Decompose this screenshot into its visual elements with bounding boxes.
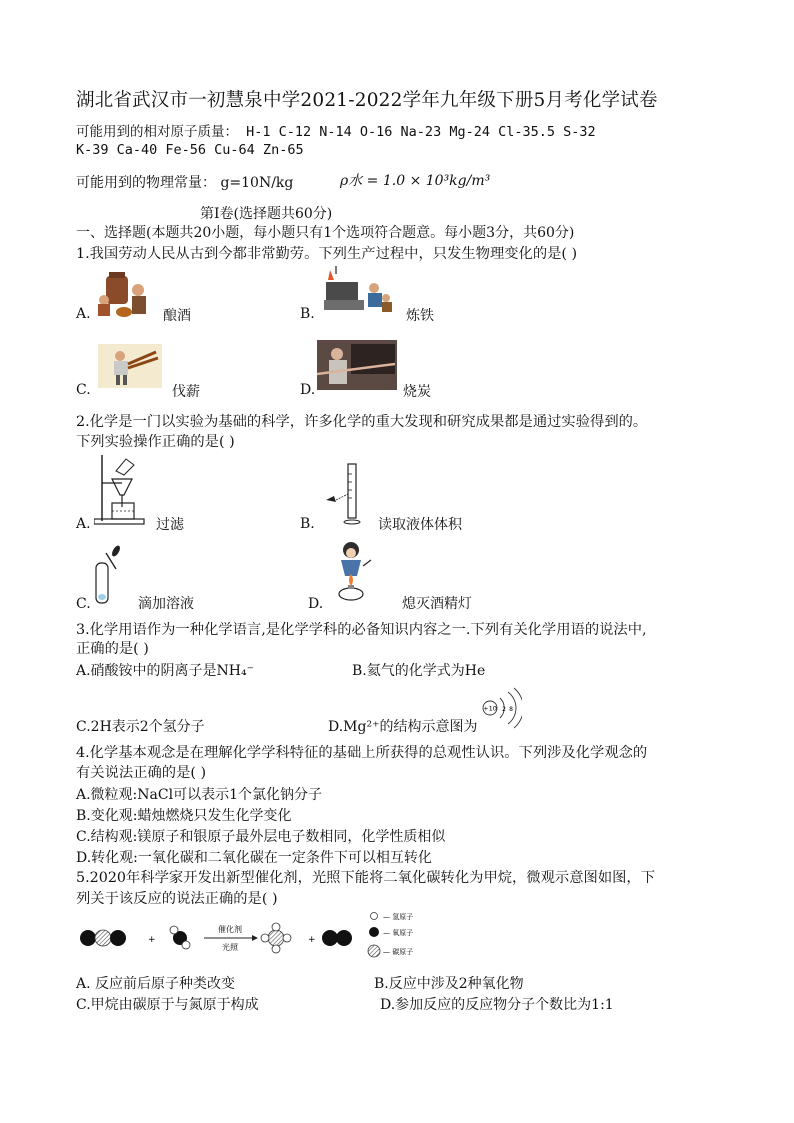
q2-option-c-text: 滴加溶液 <box>138 596 194 612</box>
atom-legend <box>368 912 413 957</box>
ion-nucleus-label: +10 <box>483 704 497 713</box>
q5-option-b: B.反应中涉及2种氧化物 <box>374 976 524 992</box>
q2-option-a-text: 过滤 <box>156 517 184 533</box>
q2-option-d-text: 熄灭酒精灯 <box>402 596 472 612</box>
q3-option-d: D.Mg²⁺的结构示意图为 <box>328 719 478 735</box>
q1-a-brewing-illustration <box>96 270 158 318</box>
ion-shell-2-label: 8 <box>509 706 513 713</box>
q1-option-a-text: 酿酒 <box>163 308 191 324</box>
q4-option-c: C.结构观:镁原子和银原子最外层电子数相同，化学性质相似 <box>76 829 446 845</box>
q3-mg-ion-structure-diagram <box>480 686 522 730</box>
catalyst-label: 催化剂 <box>218 925 242 934</box>
q1-option-c-letter: C. <box>76 382 91 398</box>
q3-option-b: B.氦气的化学式为He <box>352 663 486 679</box>
q2-option-d-letter: D. <box>308 596 324 612</box>
q4-stem-line-1: 4.化学基本观念是在理解化学学科特征的基础上所获得的总观性认识。下列涉及化学观念的 <box>76 745 648 761</box>
q1-d-charcoal-burning-illustration <box>317 340 397 390</box>
q4-option-b: B.变化观:蜡烛燃烧只发生化学变化 <box>76 808 292 824</box>
q1-option-a-letter: A. <box>76 306 91 322</box>
q1-option-c-text: 伐薪 <box>172 384 200 400</box>
ch4-molecule <box>261 923 291 953</box>
q4-option-d: D.转化观:一氧化碳和二氧化碳在一定条件下可以相互转化 <box>76 850 432 866</box>
q2-c-dropper-illustration <box>94 545 124 607</box>
q1-option-d-letter: D. <box>300 382 316 398</box>
q1-stem: 1.我国劳动人民从古到今都非常勤劳。下列生产过程中，只发生物理变化的是( ) <box>76 246 578 262</box>
q5-option-a: A. 反应前后原子种类改变 <box>76 976 236 992</box>
legend-oxygen: — 氧原子 <box>383 929 414 937</box>
co2-molecule <box>80 930 126 946</box>
q1-option-b-letter: B. <box>300 306 315 322</box>
plus-sign-1: + <box>148 935 156 945</box>
q2-option-c-letter: C. <box>76 596 91 612</box>
physics-constants-label: 可能用到的物理常量： g=10N/kg <box>76 175 294 191</box>
q3-stem-line-2: 正确的是( ) <box>76 641 149 657</box>
q2-a-filtration-illustration <box>94 453 146 525</box>
q2-option-a-letter: A. <box>76 516 91 532</box>
q3-option-a: A.硝酸铵中的阴离子是NH₄⁻ <box>76 663 255 679</box>
q2-option-b-text: 读取液体体积 <box>378 517 462 533</box>
q4-option-a: A.微粒观:NaCl可以表示1个氯化钠分子 <box>76 787 322 803</box>
section-title: 第Ⅰ卷(选择题共60分) <box>200 206 333 222</box>
o2-molecule <box>322 930 352 946</box>
q2-d-alcohol-lamp-illustration <box>327 540 381 602</box>
ion-shell-1-label: 2 <box>502 706 506 713</box>
legend-hydrogen: — 氢原子 <box>383 913 414 921</box>
h2o-molecule <box>170 926 190 949</box>
light-label: 光照 <box>222 943 238 952</box>
plus-sign-2: + <box>308 935 316 945</box>
q2-stem-line-2: 下列实验操作正确的是( ) <box>76 434 235 450</box>
q4-stem-line-2: 有关说法正确的是( ) <box>76 765 207 781</box>
q1-c-woodcutting-illustration <box>98 344 162 388</box>
q3-option-c: C.2H表示2个氢分子 <box>76 719 205 735</box>
q5-option-d: D.参加反应的反应物分子个数比为1:1 <box>380 997 614 1013</box>
q1-option-d-text: 烧炭 <box>403 384 431 400</box>
q5-stem-line-2: 列关于该反应的说法正确的是( ) <box>76 891 278 907</box>
q3-stem-line-1: 3.化学用语作为一种化学语言,是化学学科的必备知识内容之一.下列有关化学用语的说法中, <box>76 622 647 638</box>
water-density-formula: ρ水 = 1.0 × 10³kg/m³ <box>340 173 491 189</box>
atomic-mass-line-2: K-39 Ca-40 Fe-56 Cu-64 Zn-65 <box>76 142 304 158</box>
q2-option-b-letter: B. <box>300 516 315 532</box>
q1-option-b-text: 炼铁 <box>406 308 434 324</box>
q5-stem-line-1: 5.2020年科学家开发出新型催化剂，光照下能将二氧化碳转化为甲烷，微观示意图如图，下 <box>76 870 656 886</box>
q2-b-read-volume-illustration <box>322 462 368 526</box>
legend-carbon: — 碳原子 <box>383 948 414 956</box>
q5-option-c: C.甲烷由碳原于与氮原于构成 <box>76 997 259 1013</box>
exam-title: 湖北省武汉市一初慧泉中学2021-2022学年九年级下册5月考化学试卷 <box>76 90 658 111</box>
atomic-mass-line-1: 可能用到的相对原子质量： H-1 C-12 N-14 O-16 Na-23 Mg-24 Cl-35.5 S-32 <box>76 124 596 140</box>
q1-b-iron-smelting-illustration <box>322 266 394 316</box>
section-intro: 一、选择题(本题共20小题，每小题只有1个选项符合题意。每小题3分，共60分) <box>76 225 575 241</box>
q2-stem-line-1: 2.化学是一门以实验为基础的科学，许多化学的重大发现和研究成果都是通过实验得到的。 <box>76 414 648 430</box>
q5-reaction-micro-diagram <box>76 908 516 966</box>
